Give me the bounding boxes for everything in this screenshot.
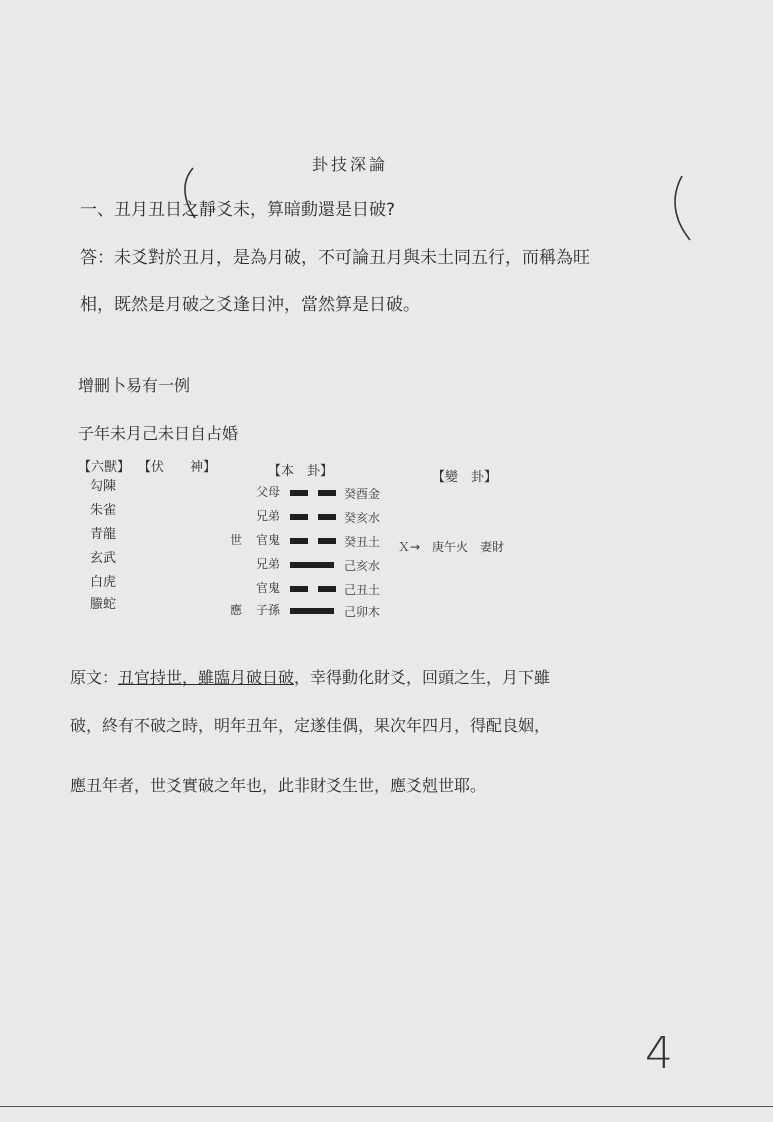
line-4-relation: 兄弟 (256, 557, 281, 571)
six-beast-6: 螣蛇 (90, 597, 117, 612)
line-6-position: 應 (230, 603, 243, 617)
page-title: 卦技深論 (312, 155, 389, 174)
line-2-yin-left (290, 514, 308, 520)
line-6-yang (290, 608, 334, 614)
six-beast-2: 朱雀 (90, 503, 117, 518)
bottom-rule (0, 1106, 773, 1107)
six-beast-4: 玄武 (90, 551, 117, 566)
section-heading: 增刪卜易有一例 (78, 376, 191, 395)
page-number: 4 (645, 1028, 673, 1079)
six-beast-5: 白虎 (90, 575, 117, 590)
line-5-yin-right (318, 586, 336, 592)
original-text-rest: ，幸得動化財爻，回頭之生，月下雖 (294, 668, 551, 687)
line-1-relation: 父母 (256, 485, 281, 499)
line-5-yin-left (290, 586, 308, 592)
question-text: 一、丑月丑日之靜爻未，算暗動還是日破? (80, 200, 396, 220)
header-six-beasts: 【六獸】 (78, 460, 131, 475)
line-3-relation: 官鬼 (256, 533, 281, 547)
answer-line-1: 答：未爻對於丑月，是為月破，不可論丑月與未土同五行，而稱為旺 (80, 248, 590, 268)
line-3-yin-left (290, 538, 308, 544)
line-3-yin-right (318, 538, 336, 544)
line-1-yin-left (290, 490, 308, 496)
six-beast-3: 青龍 (90, 527, 117, 542)
original-text-line-1 (70, 665, 550, 688)
line-3-change: Ｘ→ 庚午火 妻財 (398, 540, 505, 554)
original-text-line-3: 應丑年者，世爻實破之年也，此非財爻生世，應爻剋世耶。 (70, 776, 487, 795)
handwritten-bracket-mark-right (668, 168, 698, 246)
header-hidden-spirit: 【伏 神】 (138, 460, 217, 475)
original-text-underlined: 丑官持世，雖臨月破日破 (118, 668, 295, 687)
line-6-relation: 子孫 (256, 603, 281, 617)
header-original-hexagram: 【本 卦】 (268, 464, 334, 479)
line-6-stem: 己卯木 (344, 605, 381, 619)
line-3-position: 世 (230, 533, 243, 547)
line-5-stem: 己丑土 (344, 583, 381, 597)
line-4-yang (290, 562, 334, 568)
line-3-stem: 癸丑土 (344, 535, 381, 549)
answer-line-2: 相，既然是月破之爻逢日沖，當然算是日破。 (80, 295, 420, 315)
original-text-label: 原文： (70, 668, 119, 687)
original-text-line-2: 破，終有不破之時，明年丑年，定遂佳偶，果次年四月，得配良姻， (70, 716, 551, 735)
line-4-stem: 己亥水 (344, 559, 381, 573)
line-1-stem: 癸酉金 (344, 487, 381, 501)
case-subheading: 子年未月己未日自占婚 (78, 424, 239, 443)
line-2-stem: 癸亥水 (344, 511, 381, 525)
line-5-relation: 官鬼 (256, 581, 281, 595)
line-2-yin-right (318, 514, 336, 520)
line-1-yin-right (318, 490, 336, 496)
line-2-relation: 兄弟 (256, 509, 281, 523)
six-beast-1: 勾陳 (90, 479, 117, 494)
header-changed-hexagram: 【變 卦】 (432, 470, 498, 485)
